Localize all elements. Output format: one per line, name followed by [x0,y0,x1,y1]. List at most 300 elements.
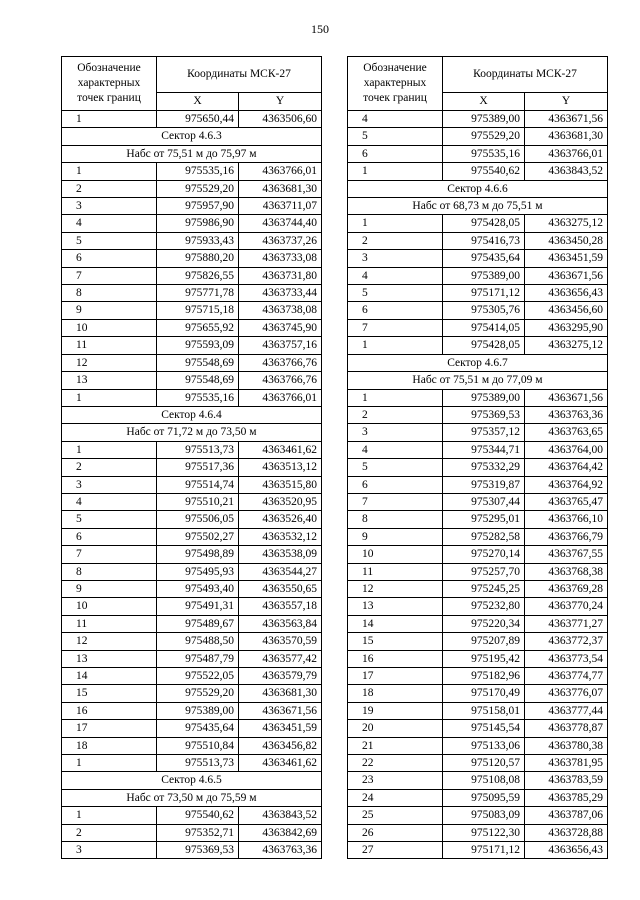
table-row [348,528,608,545]
coord-x: 975257,70 [443,563,525,580]
coord-y: 4363733,08 [239,250,322,267]
sector-label: Сектор 4.6.7 [348,354,608,371]
coord-x: 975389,00 [157,702,239,719]
point-number: 7 [62,267,157,284]
point-number: 10 [62,319,157,336]
coord-y: 4363773,54 [525,650,608,667]
coord-x: 975133,06 [443,737,525,754]
coord-x: 975495,93 [157,563,239,580]
table-row [62,111,322,128]
point-number: 5 [348,459,443,476]
table-row [348,389,608,406]
coord-y: 4363772,37 [525,633,608,650]
point-number: 6 [62,528,157,545]
coord-y: 4363771,27 [525,615,608,632]
point-number: 4 [62,215,157,232]
table-row [348,111,608,128]
coord-y: 4363671,56 [525,267,608,284]
point-number: 1 [62,389,157,406]
coord-y: 4363728,88 [525,824,608,841]
coord-y: 4363842,69 [239,824,322,841]
table-row [62,250,322,267]
coord-y: 4363656,43 [525,842,608,859]
coord-x: 975428,05 [443,215,525,232]
coord-y: 4363461,62 [239,755,322,772]
table-row [348,668,608,685]
table-row [62,546,322,563]
coord-x: 975517,36 [157,459,239,476]
coord-y: 4363570,59 [239,633,322,650]
sector-label: Сектор 4.6.4 [62,406,322,423]
sector-label: Сектор 4.6.3 [62,128,322,145]
coord-y: 4363538,09 [239,546,322,563]
table-body-left [62,111,322,859]
coord-x: 975986,90 [157,215,239,232]
coord-y: 4363843,52 [525,163,608,180]
coord-y: 4363656,43 [525,285,608,302]
table-row [348,755,608,772]
point-number: 1 [62,163,157,180]
sector-row [62,424,322,441]
coord-y: 4363763,36 [239,842,322,859]
coord-y: 4363563,84 [239,615,322,632]
sector-label: Набс от 68,73 м до 75,51 м [348,198,608,215]
table-row [348,807,608,824]
point-number: 6 [348,145,443,162]
coord-y: 4363785,29 [525,789,608,806]
coord-x: 975880,20 [157,250,239,267]
header-coordinates: Координаты МСК-27 [443,57,608,93]
table-row [348,476,608,493]
coord-x: 975529,20 [157,180,239,197]
coord-x: 975319,87 [443,476,525,493]
coord-x: 975182,96 [443,668,525,685]
table-row [62,563,322,580]
header-coordinates: Координаты МСК-27 [157,57,322,93]
coord-x: 975171,12 [443,285,525,302]
coord-x: 975083,09 [443,807,525,824]
point-number: 5 [348,285,443,302]
coord-y: 4363763,36 [525,406,608,423]
coord-x: 975491,31 [157,598,239,615]
coord-x: 975488,50 [157,633,239,650]
table-row [62,285,322,302]
point-number: 1 [348,337,443,354]
header-y: Y [525,93,608,111]
coord-y: 4363783,59 [525,772,608,789]
point-number: 17 [62,720,157,737]
coord-y: 4363766,76 [239,372,322,389]
point-number: 14 [62,668,157,685]
coord-x: 975305,76 [443,302,525,319]
coord-x: 975522,05 [157,668,239,685]
table-row [62,720,322,737]
coord-y: 4363770,24 [525,598,608,615]
table-row [62,389,322,406]
coord-x: 975435,64 [443,250,525,267]
table-row [62,267,322,284]
point-number: 21 [348,737,443,754]
point-number: 1 [62,441,157,458]
coord-y: 4363550,65 [239,580,322,597]
point-number: 25 [348,807,443,824]
coord-x: 975498,89 [157,546,239,563]
point-number: 4 [348,441,443,458]
point-number: 5 [62,511,157,528]
coord-y: 4363579,79 [239,668,322,685]
point-number: 2 [62,459,157,476]
table-row [62,337,322,354]
header-designation: Обозначение характерных точек границ [348,57,443,111]
header-x: X [443,93,525,111]
coord-x: 975826,55 [157,267,239,284]
table-row [62,441,322,458]
table-row [348,702,608,719]
coord-y: 4363275,12 [525,337,608,354]
coord-x: 975220,34 [443,615,525,632]
point-number: 15 [348,633,443,650]
point-number: 5 [348,128,443,145]
coord-x: 975195,42 [443,650,525,667]
table-row [348,580,608,597]
coord-x: 975535,16 [443,145,525,162]
point-number: 11 [62,337,157,354]
coord-y: 4363766,01 [239,163,322,180]
point-number: 24 [348,789,443,806]
coord-y: 4363745,90 [239,319,322,336]
table-row [348,615,608,632]
table-row [62,372,322,389]
sector-label: Набс от 73,50 м до 75,59 м [62,789,322,806]
point-number: 1 [62,807,157,824]
point-number: 12 [62,633,157,650]
coord-x: 975344,71 [443,441,525,458]
point-number: 4 [348,111,443,128]
sector-row [62,789,322,806]
table-row [348,267,608,284]
point-number: 1 [62,111,157,128]
point-number: 2 [62,180,157,197]
coord-x: 975295,01 [443,511,525,528]
table-row [62,580,322,597]
point-number: 6 [348,302,443,319]
coord-y: 4363450,28 [525,232,608,249]
point-number: 3 [62,198,157,215]
coord-x: 975389,00 [443,111,525,128]
point-number: 6 [348,476,443,493]
coord-x: 975655,92 [157,319,239,336]
coord-x: 975529,20 [443,128,525,145]
header-y: Y [239,93,322,111]
coord-x: 975513,73 [157,755,239,772]
coord-y: 4363769,28 [525,580,608,597]
coord-x: 975933,43 [157,232,239,249]
point-number: 7 [348,319,443,336]
sector-row [348,354,608,371]
point-number: 13 [62,372,157,389]
coord-y: 4363763,65 [525,424,608,441]
coord-y: 4363774,77 [525,668,608,685]
table-row [348,493,608,510]
coord-y: 4363513,12 [239,459,322,476]
coord-y: 4363557,18 [239,598,322,615]
table-row [348,302,608,319]
coord-y: 4363780,38 [525,737,608,754]
point-number: 2 [62,824,157,841]
coordinates-table-right [347,56,608,859]
point-number: 1 [62,755,157,772]
coord-x: 975489,67 [157,615,239,632]
coord-y: 4363776,07 [525,685,608,702]
coord-y: 4363681,30 [525,128,608,145]
coord-y: 4363777,44 [525,702,608,719]
table-row [348,459,608,476]
coord-y: 4363764,42 [525,459,608,476]
coord-y: 4363526,40 [239,511,322,528]
point-number: 22 [348,755,443,772]
table-row [62,650,322,667]
table-row [348,685,608,702]
table-row [348,824,608,841]
table-row [348,789,608,806]
table-row [62,180,322,197]
table-row [62,476,322,493]
coord-x: 975650,44 [157,111,239,128]
coord-y: 4363577,42 [239,650,322,667]
table-row [348,215,608,232]
point-number: 27 [348,842,443,859]
point-number: 20 [348,720,443,737]
coord-x: 975307,44 [443,493,525,510]
sector-label: Набс от 71,72 м до 73,50 м [62,424,322,441]
table-row [348,772,608,789]
coord-x: 975513,73 [157,441,239,458]
table-row [62,493,322,510]
point-number: 4 [348,267,443,284]
coord-y: 4363778,87 [525,720,608,737]
point-number: 9 [62,580,157,597]
coord-y: 4363451,59 [525,250,608,267]
coord-x: 975548,69 [157,354,239,371]
coord-y: 4363768,38 [525,563,608,580]
point-number: 13 [62,650,157,667]
point-number: 5 [62,232,157,249]
coord-y: 4363456,82 [239,737,322,754]
table-row [62,685,322,702]
coord-x: 975122,30 [443,824,525,841]
coord-y: 4363781,95 [525,755,608,772]
point-number: 9 [62,302,157,319]
point-number: 12 [62,354,157,371]
coord-x: 975352,71 [157,824,239,841]
coord-y: 4363787,06 [525,807,608,824]
coord-x: 975510,84 [157,737,239,754]
coord-y: 4363520,95 [239,493,322,510]
point-number: 26 [348,824,443,841]
table-row [62,668,322,685]
coord-y: 4363671,56 [239,702,322,719]
table-row [348,511,608,528]
table-row [348,424,608,441]
coord-y: 4363515,80 [239,476,322,493]
point-number: 16 [348,650,443,667]
coord-x: 975332,29 [443,459,525,476]
point-number: 23 [348,772,443,789]
point-number: 13 [348,598,443,615]
coord-y: 4363671,56 [525,111,608,128]
point-number: 1 [348,215,443,232]
coord-x: 975487,79 [157,650,239,667]
point-number: 8 [62,563,157,580]
table-row [348,546,608,563]
table-row [348,128,608,145]
point-number: 8 [62,285,157,302]
table-row [62,615,322,632]
table-row [62,459,322,476]
table-row [348,563,608,580]
coord-x: 975414,05 [443,319,525,336]
table-body-right [348,111,608,859]
table-row [348,633,608,650]
sector-row [62,145,322,162]
coord-y: 4363451,59 [239,720,322,737]
table-row [348,250,608,267]
sector-label: Сектор 4.6.6 [348,180,608,197]
coord-y: 4363764,00 [525,441,608,458]
point-number: 2 [348,406,443,423]
sector-label: Набс от 75,51 м до 77,09 м [348,372,608,389]
coord-y: 4363766,01 [239,389,322,406]
point-number: 2 [348,232,443,249]
coord-x: 975416,73 [443,232,525,249]
coord-x: 975593,09 [157,337,239,354]
point-number: 18 [62,737,157,754]
table-row [348,285,608,302]
point-number: 4 [62,493,157,510]
coord-y: 4363766,79 [525,528,608,545]
coord-x: 975207,89 [443,633,525,650]
sector-row [62,772,322,789]
coord-y: 4363764,92 [525,476,608,493]
point-number: 7 [62,546,157,563]
coord-x: 975120,57 [443,755,525,772]
coord-y: 4363737,26 [239,232,322,249]
table-row [62,232,322,249]
table-row [348,650,608,667]
coord-y: 4363671,56 [525,389,608,406]
coord-y: 4363766,01 [525,145,608,162]
point-number: 3 [348,424,443,441]
coord-y: 4363544,27 [239,563,322,580]
point-number: 9 [348,528,443,545]
coord-x: 975529,20 [157,685,239,702]
coord-x: 975389,00 [443,389,525,406]
point-number: 18 [348,685,443,702]
coord-y: 4363275,12 [525,215,608,232]
coord-x: 975428,05 [443,337,525,354]
point-number: 19 [348,702,443,719]
coord-x: 975170,49 [443,685,525,702]
coord-y: 4363532,12 [239,528,322,545]
coord-x: 975158,01 [443,702,525,719]
coord-y: 4363731,80 [239,267,322,284]
point-number: 17 [348,668,443,685]
coord-x: 975957,90 [157,198,239,215]
coord-y: 4363681,30 [239,685,322,702]
sector-label: Сектор 4.6.5 [62,772,322,789]
coord-x: 975548,69 [157,372,239,389]
table-row [62,528,322,545]
coord-x: 975514,74 [157,476,239,493]
coord-x: 975108,08 [443,772,525,789]
table-row [348,720,608,737]
point-number: 3 [62,842,157,859]
table-row [62,198,322,215]
sector-row [348,180,608,197]
coordinates-table-left [61,56,322,859]
coord-x: 975270,14 [443,546,525,563]
coord-x: 975540,62 [157,807,239,824]
coord-y: 4363766,76 [239,354,322,371]
point-number: 7 [348,493,443,510]
coord-y: 4363506,60 [239,111,322,128]
sector-row [348,198,608,215]
table-row [348,406,608,423]
table-row [62,807,322,824]
coord-y: 4363767,55 [525,546,608,563]
table-row [348,232,608,249]
point-number: 11 [348,563,443,580]
table-row [62,702,322,719]
header-designation: Обозначение характерных точек границ [62,57,157,111]
coord-x: 975369,53 [443,406,525,423]
table-row [348,337,608,354]
table-row [62,215,322,232]
coord-x: 975145,54 [443,720,525,737]
coord-x: 975493,40 [157,580,239,597]
coord-x: 975357,12 [443,424,525,441]
coord-x: 975535,16 [157,389,239,406]
table-row [62,824,322,841]
table-row [348,737,608,754]
coord-y: 4363456,60 [525,302,608,319]
coord-y: 4363295,90 [525,319,608,336]
table-row [62,755,322,772]
coord-y: 4363738,08 [239,302,322,319]
coord-y: 4363744,40 [239,215,322,232]
sector-row [62,406,322,423]
table-row [62,302,322,319]
table-row [62,598,322,615]
coord-x: 975095,59 [443,789,525,806]
table-row [62,842,322,859]
table-row [348,319,608,336]
point-number: 12 [348,580,443,597]
table-row [62,511,322,528]
coord-x: 975502,27 [157,528,239,545]
coord-x: 975389,00 [443,267,525,284]
coord-x: 975435,64 [157,720,239,737]
coord-x: 975510,21 [157,493,239,510]
coord-x: 975771,78 [157,285,239,302]
point-number: 15 [62,685,157,702]
table-row [62,354,322,371]
coord-y: 4363765,47 [525,493,608,510]
coord-y: 4363711,07 [239,198,322,215]
table-row [348,842,608,859]
point-number: 11 [62,615,157,632]
coord-y: 4363843,52 [239,807,322,824]
